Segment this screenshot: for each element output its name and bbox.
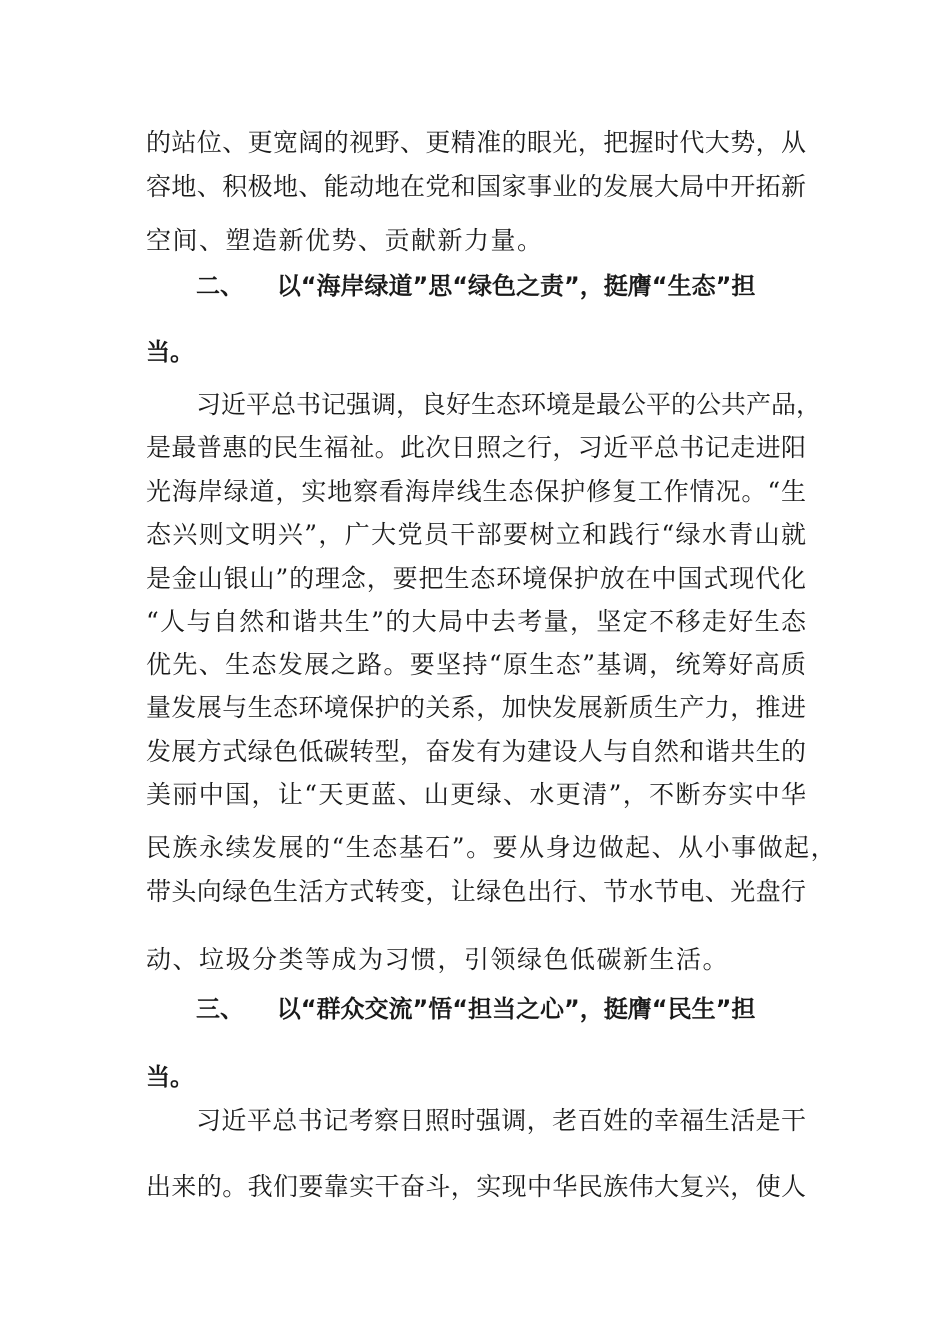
- text-line: 态兴则文明兴”，广大党员干部要树立和践行“绿水青山就: [146, 520, 806, 549]
- section-heading-two: [196, 270, 806, 302]
- text-line: 出来的。我们要靠实干奋斗，实现中华民族伟大复兴，使人: [146, 1172, 806, 1201]
- text-line: “人与自然和谐共生”的大局中去考量，坚定不移走好生态: [146, 607, 806, 636]
- section-number: 三、: [196, 995, 244, 1023]
- section-number: 二、: [196, 272, 244, 300]
- text-line: 带头向绿色生活方式转变，让绿色出行、节水节电、光盘行: [146, 877, 806, 906]
- text-line: 美丽中国，让“天更蓝、山更绿、水更清”，不断夯实中华: [146, 780, 806, 809]
- text-line: 是金山银山”的理念，要把生态环境保护放在中国式现代化: [146, 564, 806, 593]
- text-line: 习近平总书记强调，良好生态环境是最公平的公共产品，: [196, 390, 822, 419]
- text-line: 是最普惠的民生福祉。此次日照之行，习近平总书记走进阳: [146, 433, 806, 462]
- text-line: 空间、塑造新优势、贡献新力量。: [146, 226, 544, 255]
- text-line: 量发展与生态环境保护的关系，加快发展新质生产力，推进: [146, 693, 806, 722]
- text-line: 发展方式绿色低碳转型，奋发有为建设人与自然和谐共生的: [146, 737, 806, 766]
- text-line: 优先、生态发展之路。要坚持“原生态”基调，统筹好高质: [146, 650, 806, 679]
- text-line: 容地、积极地、能动地在党和国家事业的发展大局中开拓新: [146, 172, 806, 201]
- text-line: 动、垃圾分类等成为习惯，引领绿色低碳新生活。: [146, 945, 730, 974]
- section-heading-three: [196, 993, 806, 1025]
- section-title: 以“群众交流”悟“担当之心”，挺膺“民生”担: [276, 995, 756, 1023]
- section-heading-three-continued: 当。: [146, 1063, 194, 1091]
- text-line: 民族永续发展的“生态基石”。要从身边做起、从小事做起，: [146, 833, 838, 862]
- text-line: 的站位、更宽阔的视野、更精准的眼光，把握时代大势，从: [146, 128, 806, 157]
- text-line: 光海岸绿道，实地察看海岸线生态保护修复工作情况。“生: [146, 477, 806, 506]
- section-heading-two-continued: 当。: [146, 338, 194, 366]
- section-title: 以“海岸绿道”思“绿色之责”，挺膺“生态”担: [276, 272, 756, 300]
- text-line: 习近平总书记考察日照时强调，老百姓的幸福生活是干: [196, 1106, 806, 1135]
